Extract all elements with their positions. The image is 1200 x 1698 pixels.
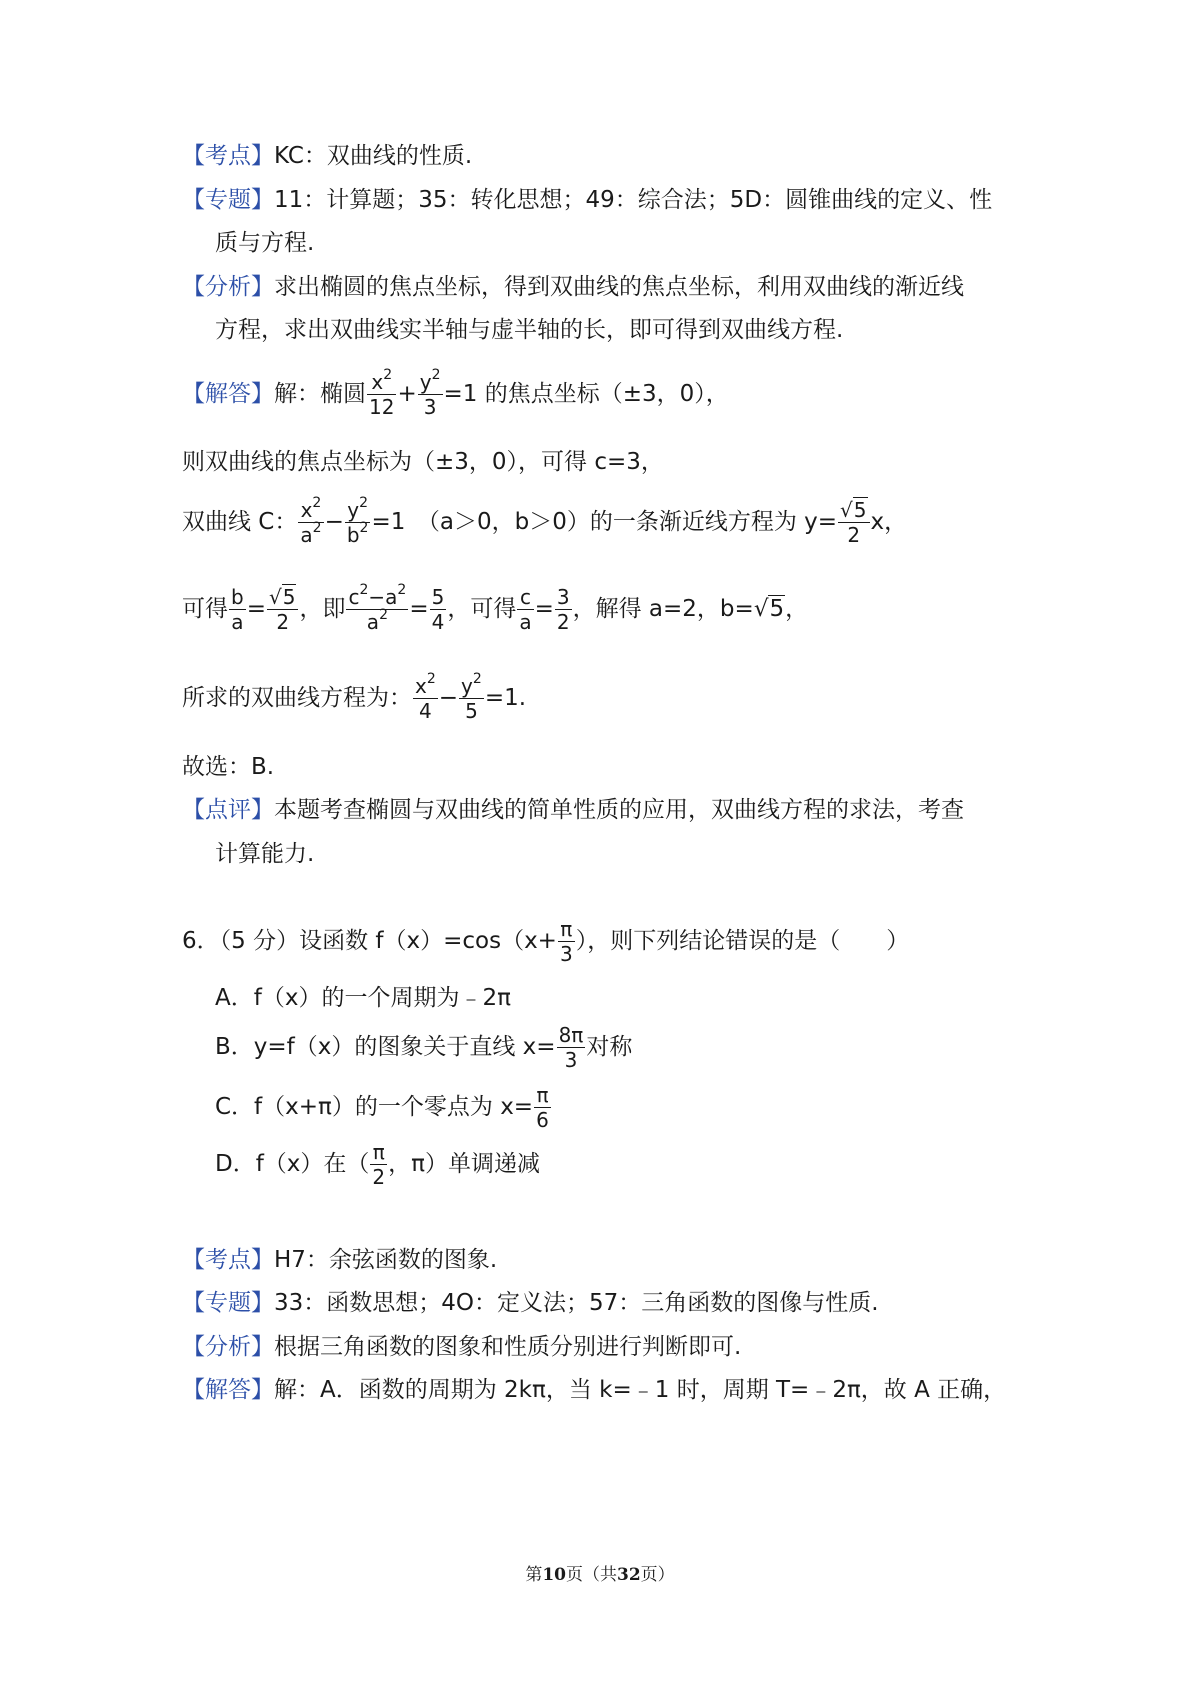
- zhuanti-line: [182, 185, 992, 215]
- q6-kaodian-text: H7：余弦函数的图象.: [274, 1247, 498, 1273]
- option-d-post: ，π）单调递减: [388, 1151, 541, 1177]
- ratio-c: ，可得: [447, 596, 517, 622]
- result-pre: 所求的双曲线方程为：: [182, 685, 412, 711]
- kaodian-line: [182, 141, 472, 171]
- ratio-line: 可得 $\frac{b}{a}$ = $\frac{√5}{2}$ ，即 $\frac{c^2-a^2}{a^2}$ = $\frac{5}{4}$ ，可得 $\frac{c}{a}$ = $\frac{3}{2}$ ，解得 a=2，b=√5，: [182, 582, 809, 634]
- option-b-pre: B．y=f（x）的图象关于直线 x=: [215, 1034, 556, 1060]
- frac-sqrt5-over-2: $\frac{√5}{2}$: [267, 587, 298, 632]
- fenxi-text: 求出椭圆的焦点坐标，得到双曲线的焦点坐标，利用双曲线的渐近线: [274, 274, 964, 300]
- result-frac-x: $\frac{x^2}{4}$: [415, 671, 436, 723]
- q6-jieda-text: 解：A．函数的周期为 2kπ，当 k=﹣1 时，周期 T=﹣2π，故 A 正确，: [274, 1377, 1007, 1403]
- sqrt-5: √5: [753, 596, 785, 622]
- frac-pi-over-2: $\frac{\pi}{2}$: [372, 1140, 386, 1189]
- q6-kaodian-line: [182, 1245, 497, 1275]
- jieda-post: =1 的焦点坐标（±3，0），: [443, 381, 729, 407]
- focus-line: 则双曲线的焦点坐标为（±3，0），可得 c=3，: [182, 449, 664, 475]
- page-number: 10: [542, 1565, 566, 1585]
- kaodian-text: KC：双曲线的性质.: [274, 143, 473, 169]
- ellipse-frac-y: $\frac{y^2}{3}$: [419, 367, 441, 419]
- q6-jieda-line: [182, 1375, 1006, 1405]
- answer-line: 故选：B.: [182, 754, 275, 780]
- q6-fenxi-text: 根据三角函数的图象和性质分别进行判断即可.: [274, 1334, 742, 1360]
- footer-pre: 第: [525, 1565, 543, 1585]
- option-d-pre: D．f（x）在（: [215, 1151, 370, 1177]
- frac-5-over-4: $\frac{5}{4}$: [431, 585, 445, 634]
- ratio-d: ，解得 a=2，b=: [572, 596, 754, 622]
- frac-pi-over-6: $\frac{\pi}{6}$: [536, 1083, 549, 1132]
- asymptote-frac: $\frac{√5}{2}$: [838, 500, 869, 545]
- result-post: =1.: [484, 685, 527, 711]
- page-total: 32: [617, 1565, 641, 1585]
- jieda-pre: 解：椭圆: [274, 381, 366, 407]
- ratio-e: ，: [785, 596, 809, 622]
- frac-pi-over-3: $\frac{\pi}{3}$: [559, 917, 573, 966]
- fenxi-line: [182, 272, 964, 302]
- result-line: 所求的双曲线方程为： $\frac{x^2}{4}$ − $\frac{y^2}{5}$ =1.: [182, 671, 527, 723]
- option-c-pre: C．f（x+π）的一个零点为 x=: [215, 1094, 534, 1120]
- dianping-tag: 【点评】: [182, 797, 274, 823]
- hyperbola-pre: 双曲线 C：: [182, 509, 298, 535]
- q6-zhuanti-tag: 【专题】: [182, 1290, 274, 1316]
- zhuanti-line-2: 质与方程.: [215, 230, 315, 256]
- q6-fenxi-line: [182, 1332, 741, 1362]
- jieda-line: 【解答】解：椭圆 $\frac{x^2}{12}$ + $\frac{y^2}{3}$ =1 的焦点坐标（±3，0），: [182, 367, 729, 419]
- kaodian-tag: 【考点】: [182, 143, 274, 169]
- hyperbola-line: 双曲线 C： $\frac{x^2}{a^2}$ − $\frac{y^2}{b^2}$ =1 （a＞0，b＞0）的一条渐近线方程为 y= $\frac{√5}{2}$ x，: [182, 495, 908, 547]
- fenxi-line-2: 方程，求出双曲线实半轴与虚半轴的长，即可得到双曲线方程.: [215, 317, 844, 343]
- option-b: [215, 1025, 632, 1070]
- hyperbola-frac-x: $\frac{x^2}{a^2}$: [300, 495, 322, 547]
- q6-fenxi-tag: 【分析】: [182, 1334, 274, 1360]
- q6-zhuanti-text: 33：函数思想；4O：定义法；57：三角函数的图像与性质.: [274, 1290, 879, 1316]
- q6-stem-pre: 6．（5 分）设函数 f（x）=cos（x+: [182, 928, 557, 954]
- zhuanti-text: 11：计算题；35：转化思想；49：综合法；5D：圆锥曲线的定义、性: [274, 187, 993, 213]
- ratio-b: ，即: [299, 596, 346, 622]
- frac-8pi-over-3: $\frac{8\pi}{3}$: [558, 1023, 584, 1072]
- hyperbola-mid: =1 （a＞0，b＞0）的一条渐近线方程为 y=: [371, 509, 838, 535]
- option-d: [215, 1142, 540, 1187]
- ratio-a: 可得: [182, 596, 228, 622]
- dianping-line-2: 计算能力.: [215, 841, 315, 867]
- option-b-post: 对称: [586, 1034, 633, 1060]
- frac-c2-a2: $\frac{c^2-a^2}{a^2}$: [348, 582, 407, 634]
- q6-jieda-tag: 【解答】: [182, 1377, 274, 1403]
- fenxi-tag: 【分析】: [182, 274, 274, 300]
- option-a: A．f（x）的一个周期为﹣2π: [215, 985, 511, 1011]
- q6-stem: [182, 919, 909, 964]
- jieda-tag: 【解答】: [182, 381, 274, 407]
- q6-kaodian-tag: 【考点】: [182, 1247, 274, 1273]
- hyperbola-frac-y: $\frac{y^2}{b^2}$: [346, 495, 369, 547]
- ellipse-frac-x: $\frac{x^2}{12}$: [369, 367, 395, 419]
- dianping-text: 本题考查椭圆与双曲线的简单性质的应用，双曲线方程的求法，考查: [274, 797, 964, 823]
- zhuanti-tag: 【专题】: [182, 187, 274, 213]
- frac-b-over-a: $\frac{b}{a}$: [231, 585, 244, 634]
- dianping-line: [182, 795, 964, 825]
- page-footer: [0, 1560, 1200, 1585]
- result-frac-y: $\frac{y^2}{5}$: [461, 671, 482, 723]
- q6-zhuanti-line: [182, 1288, 879, 1318]
- footer-post: 页）: [640, 1565, 675, 1585]
- q6-stem-post: ），则下列结论错误的是（ ）: [575, 928, 910, 954]
- frac-3-over-2: $\frac{3}{2}$: [556, 585, 570, 634]
- hyperbola-post: x，: [870, 509, 908, 535]
- frac-c-over-a: $\frac{c}{a}$: [519, 585, 532, 634]
- footer-mid: 页（共: [566, 1565, 617, 1585]
- option-c: [215, 1085, 552, 1130]
